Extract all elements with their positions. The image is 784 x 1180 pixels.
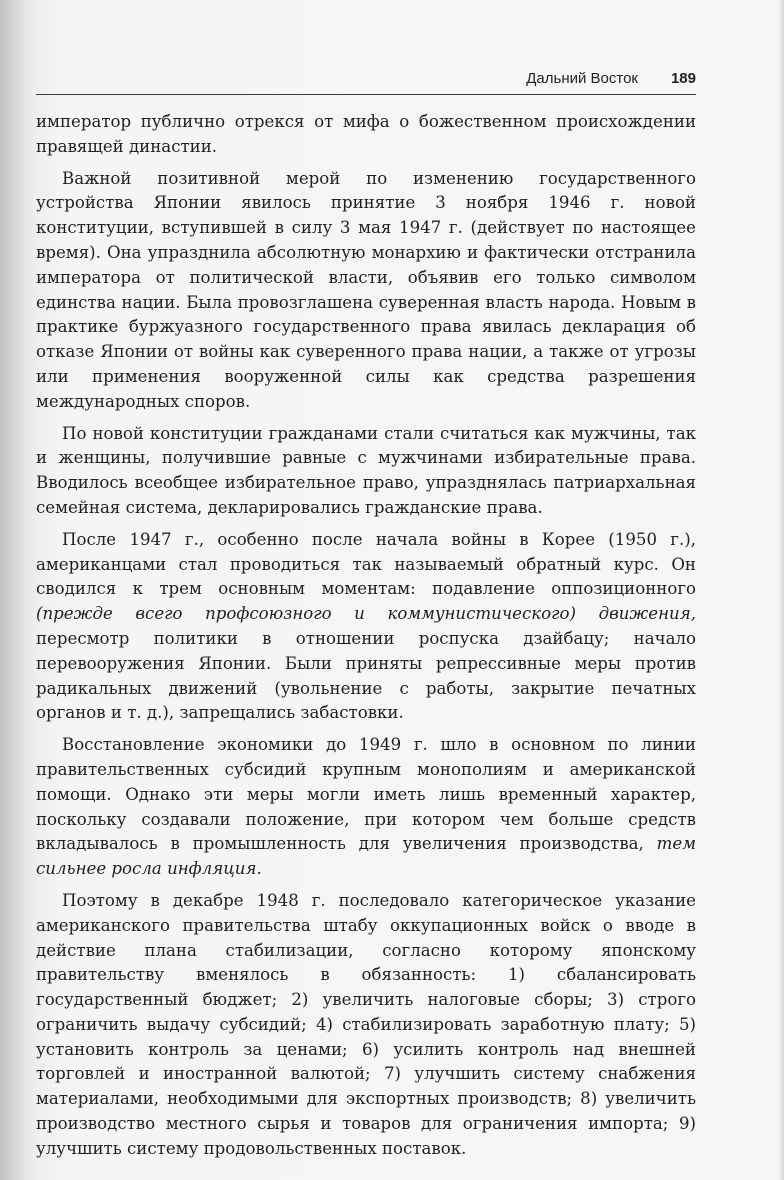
page-number: 189 — [670, 70, 696, 87]
paragraph-2: Важной позитивной мерой по изменению государственного устройства Японии явилось принятие 3 ноября 1946 г. новой конституции, вступившей в силу 3 мая 1947 г. (действует по настоящее время). Она упразднила абсолютную монархию и фактически отстранила императора от политической власти, объявив его только символом единства нации. Была провозглашена суверенная власть народа. Новым в практике буржуазного государственного права явилась декларация об отказе Японии от войны как суверенного права нации, а также от угрозы или применения вооруженной силы как средства разрешения международных споров. — [36, 168, 696, 411]
gutter-shadow — [0, 0, 34, 1180]
paragraph-5-part1: Восстановление экономики до 1949 г. шло в основном по линии правительственных субсидий крупным монополиям и американской помощи. Однако эти меры могли иметь лишь временный характер, поскольку создавали положение, при котором чем больше средств вкладывалось в промышленность для увеличения производства, — [36, 735, 696, 854]
paragraph-4-part1: После 1947 г., особенно после начала войны в Корее (1950 г.), американцами стал проводиться так называемый обратный курс. Он сводился к трем основным моментам: подавление оппозиционного — [36, 529, 696, 599]
paragraph-4-italic: (прежде всего профсоюзного и коммунистического) движения, — [36, 604, 696, 624]
body-text — [36, 110, 696, 1169]
paragraph-4 — [36, 528, 696, 726]
running-title: Дальний Восток — [526, 70, 638, 87]
paragraph-1: император публично отрекся от мифа о божественном происхождении правящей династии. — [36, 112, 696, 156]
paragraph-4-part2: пересмотр политики в отношении роспуска дзайбацу; начало перевооружения Японии. Были приняты репрессивные меры против радикальных движений (увольнение с работы, закрытие печатных органов и т. д.), запрещались забастовки. — [36, 628, 696, 723]
paragraph-5 — [36, 733, 696, 882]
running-header — [36, 64, 696, 95]
paragraph-3: По новой конституции гражданами стали считаться как мужчины, так и женщины, получившие равные с мужчинами избирательные права. Вводилось всеобщее избирательное право, упразднялась патриархальная семейная система, декларировались гражданские права. — [36, 423, 696, 517]
page-edge-shadow — [778, 0, 784, 1180]
paragraph-6: Поэтому в декабре 1948 г. последовало категорическое указание американского правительства штабу оккупационных войск о вводе в действие плана стабилизации, согласно которому японскому правительству вменялось в обязанность: 1) сбалансировать государственный бюджет; 2) увеличить налоговые сборы; 3) строго ограничить выдачу субсидий; 4) стабилизировать заработную плату; 5) установить контроль за ценами; 6) усилить контроль над внешней торговлей и иностранной валютой; 7) улучшить систему снабжения материалами, необходимыми для экспортных производств; 8) увеличить производство местного сырья и товаров для ограничения импорта; 9) улучшить систему продовольственных поставок. — [36, 890, 696, 1158]
paragraph-5-italic: тем сильнее росла инфляция. — [36, 834, 696, 879]
